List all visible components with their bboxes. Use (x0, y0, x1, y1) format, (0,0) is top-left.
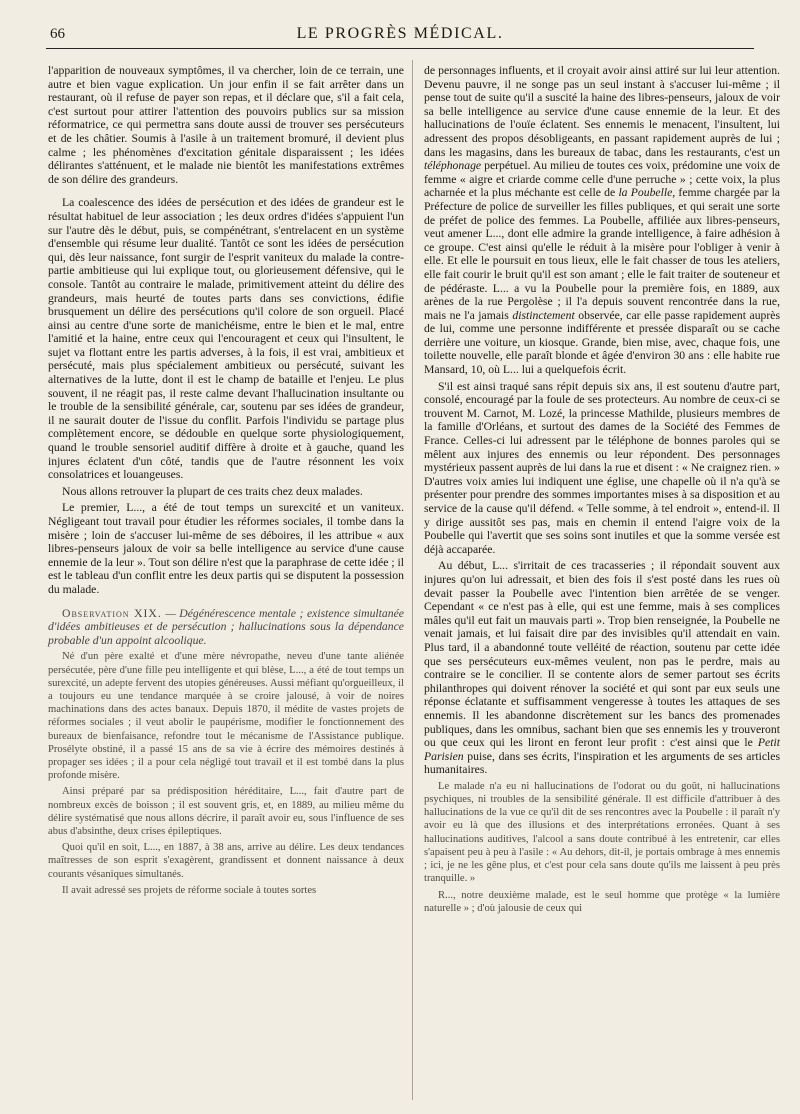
left-column (48, 64, 404, 900)
running-head (46, 22, 754, 49)
paragraph: S'il est ainsi traqué sans répit depuis six ans, il est soutenu d'autre part, consolé, encouragé par la foule de ses protecteurs. Au nombre de ceux-ci se trouvent M. Carnot, M. Lozé, la princesse Mathilde, plusieurs membres de la famille d'Orléans, et surtout des dames de la Société des Femmes de France. Celles-ci lui adressent par le téléphone de bonnes paroles qui se mêlent aux injures des ennemis ou leur répondent. Des personnages mystérieux passent auprès de lui dans la rue et disent : « Ne craignez rien. » D'autres voix amies lui indiquent une église, une chapelle où il n'a qu'à se présenter pour prendre des sommes importantes mises à sa disposition et au service de la cause qu'il défend. « Telle somme, à tel endroit », entend-il. Il y dirige aussitôt ses pas, mais en chemin il entend l'aigre voix de la Poubelle qui l'avertit que ses soins sont inutiles et que la somme versée est déjà accaparée. (424, 379, 780, 556)
paragraph: Nous allons retrouver la plupart de ces traits chez deux malades. (62, 484, 363, 498)
paragraph: Il avait adressé ses projets de réforme sociale à toutes sortes (62, 884, 317, 896)
observation-label: Observation XIX. (62, 606, 162, 620)
observation-heading (48, 607, 404, 648)
paragraph: R..., notre deuxième malade, est le seul homme que protège « la lumière naturelle » ; d'où jalousie de ceux qui (424, 889, 780, 914)
journal-title: LE PROGRÈS MÉDICAL. (296, 25, 504, 42)
column-divider (412, 60, 413, 1100)
page-number: 66 (50, 26, 65, 42)
paragraph: Quoi qu'il en soit, L..., en 1887, à 38 ans, arrive au délire. Les deux tendances maîtresses de son esprit s'exagèrent, grandissent et donnent naissance à deux courants vésaniques simultanés. (48, 842, 404, 880)
paragraph: Né d'un père exalté et d'une mère névropathe, neveu d'une tante aliénée persécutée, père d'une fille peu intelligente et qui blèse, L..., a été de tout temps un surexcité, un adepte fervent des utopies généreuses. Aussi méfiant qu'orgueilleux, il a toujours eu une tendance marquée à se croire jalousé, à voir de noires machinations dans des actes banaux. Depuis 1870, il médite de vastes projets de réformes sociales ; il veut abolir le paupérisme, modifier le fonctionnement des bureaux de bienfaisance, refondre tout le mécanisme de l'Assistance publique. Prosélyte obstiné, il a passé 15 ans de sa vie à écrire des mémoires destinés à propager ses idées ; il a pour cela négligé tout travail et il est tombé dans la plus profonde misère. (48, 651, 404, 782)
paragraph: Ainsi préparé par sa prédisposition héréditaire, L..., fait d'autre part de nombreux excès de boisson ; il est souvent gris, et, en 1889, au milieu même du délire systématisé que nous allons décrire, il paraît avoir eu, sous l'influence de ses abus d'absinthe, deux crises épileptiques. (48, 786, 404, 837)
paragraph: La coalescence des idées de persécution et des idées de grandeur est le résultat habituel de leur association ; les deux ordres d'idées s'appuient l'un sur l'autre dès le début, puis, se compénétrant, s'entrelacent en un système d'ensemble qui résume leur dualité. Tantôt ce sont les idées de persécution qui, dès leur naissance, font surgir de l'esprit vaniteux du malade la contre-partie ambitieuse qui lui explique tout, ou glorieusement défensive, qui le console. Tantôt au contraire le malade, primitivement atteint du délire des grandeurs, mais heurté de toutes parts dans ses convictions, édifie brusquement un délire des persécutions qu'il colore de son orgueil. Placé ainsi au centre d'une sorte de manichéisme, entre le bien et le mal, entre l'amitié et la haine, entre ceux qui l'encouragent et ceux qui l'insultent, le sujet va flottant entre les partis adverses, à la fois, il est vrai, ambitieux et persécuté, mais plus spécialement ambitieux ou persécuté, suivant les alternatives de la lutte, dont il est le champ de bataille et l'enjeu. Le plus souvent, il ne réagit pas, il reste calme devant l'hallucination insultante ou le trouble de la sensibilité générale, car, soutenu par ses idées de grandeur, il ne saurait douter de l'issue du conflit. Parfois l'individu se partage plus complètement encore, se dédouble en quelque sorte physiologiquement, quand le trouble sensoriel auditif diffère à droite et à gauche, quand les injures éclatent d'un côté, tandis que de l'autre résonnent les voix consolatrices et louangeuses. (48, 196, 404, 482)
right-column (424, 64, 780, 918)
paragraph: de personnages influents, et il croyait avoir ainsi attiré sur lui leur attention. Devenu pauvre, il ne songe pas un seul instant à s'accuser lui-même ; il pense tout de suite qu'il a suscité la haine des libres-penseurs, jaloux de voir sa belle intelligence au service d'une cause ennemie de la leur. Et des hallucinations de l'ouïe éclatent. Ses ennemis le menacent, l'insultent, lui adressent des propos désobligeants, en passant rapidement auprès de lui ; dans les magasins, dans les bureaux de tabac, dans les restaurants, c'est un téléphonage perpétuel. Au milieu de toutes ces voix, prédomine une voix de femme « aigre et criarde comme celle d'une perruche » ; cette voix, la plus acharnée et la plus méchante est celle de la Poubelle, femme chargée par la Préfecture de police de surveiller les filles publiques, et qui serait une sorte de préfet de police des femmes. La Poubelle, affiliée aux libres-penseurs, veut amener L..., dont elle admire la grande intelligence, à faire adhésion à ce groupe. C'est ainsi qu'elle le réduit à la misère pour l'obliger à venir à elle. Et elle le poursuit en tous lieux, elle le fait chasser de tous les ateliers, elle fait courir le bruit qu'il est son amant ; elle le fait traiter de souteneur et de pédéraste. L... a vu la Poubelle pour la première fois, en 1889, aux arènes de la rue Pergolèse ; il l'a depuis souvent rencontrée dans la rue, mais ne l'a jamais distinctement observée, car elle passe rapidement auprès de lui, comme une personne indifférente et pressée disparaît ou se cache derrière une voiture, un kiosque. Grande, bien mise, avec, chaque fois, une toilette nouvelle, elle paraît blonde et âgée d'environ 30 ans : elle habite rue Mansard, 10, où L... lui a quelquefois écrit. (424, 64, 781, 377)
paragraph: Le premier, L..., a été de tout temps un surexcité et un vaniteux. Négligeant tout travail pour étudier les réformes sociales, il tombe dans la misère ; loin de s'accuser lui-même de ses déboires, il les attribue « aux libres-penseurs jaloux de voir sa belle intelligence au service d'une cause ennemie de la leur ». Tout son délire n'est que la paraphrase de cette idée ; il est le tableau d'un conflit entre les deux partis qui se disputent la possession du malade. (48, 501, 404, 596)
observation-title: — Dégénérescence mentale ; existence simultanée d'idées ambitieuses et de persécution ; hallucinations sous la dépendance probable d'un appoint alcoolique. (48, 606, 404, 647)
paragraph: Au début, L... s'irritait de ces tracasseries ; il répondait souvent aux injures qu'on lui adressait, et bien des fois il s'est posté dans les rues où devait passer la Poubelle avec l'intention bien arrêtée de se venger. Cependant « ce n'est pas à elle, qui est une femme, mais à ses complices mâles qu'il eut fait un mauvais parti ». Trop bien renseignée, la Poubelle ne venait jamais, et lui faisait dire par des invisibles qu'il attendait en vain. Plus tard, il a abandonné toute velléité de réaction, soutenu par cette idée que ses persécuteurs eux-mêmes veulent, non pas le perdre, mais au contraire se le concilier. Il se contente alors de semer partout ses écrits philanthropes qui doivent rénover la société et qui sont par eux seuls une réponse éclatante et suffisamment vengeresse à toutes les attaques de ses ennemis. Il les abandonne discrètement sur les bancs des promenades publiques, dans les omnibus, sachant bien que ses ennemis les y trouveront ou que ceux qui les liront en feront leur profit : c'est ainsi que le Petit Parisien puise, dans ses écrits, l'inspiration et les arguments de ses articles humanitaires. (424, 559, 780, 777)
paragraph: l'apparition de nouveaux symptômes, il va chercher, loin de ce terrain, une autre et bien vague explication. Un jour enfin il se fait arrêter dans un restaurant, où il refuse de payer son repas, et il déclare que, s'il a fait cela, c'est surtout pour attirer l'attention des pouvoirs publics sur sa mission réformatrice, ce qui permettra sans doute aussi de trouver ses persécuteurs et de les châtier. Soumis à l'asile à un traitement bromuré, il devient plus calme ; les phénomènes d'excitation génitale disparaissent ; les idées délirantes s'atténuent, et le malade nie bientôt les manifestations extrêmes de son délire des grandeurs. (48, 64, 404, 186)
paragraph: Le malade n'a eu ni hallucinations de l'odorat ou du goût, ni hallucinations psychiques, ni troubles de la sensibilité générale. Il est difficile d'attribuer à des hallucinations de la vue ce qu'il dit de ses rencontres avec la Poubelle : il paraît n'y avoir eu là que des illusions et des interprétations erronées. Quant à ses hallucinations auditives, l'alcool a sans doute contribué à les entretenir, car elles s'apaisent peu à peu à l'asile : « Au dehors, dit-il, je portais ombrage à mes ennemis ; ici, je ne les gêne plus, et c'est pour cela sans doute qu'ils me laissent à peu près tranquille. » (424, 780, 780, 885)
